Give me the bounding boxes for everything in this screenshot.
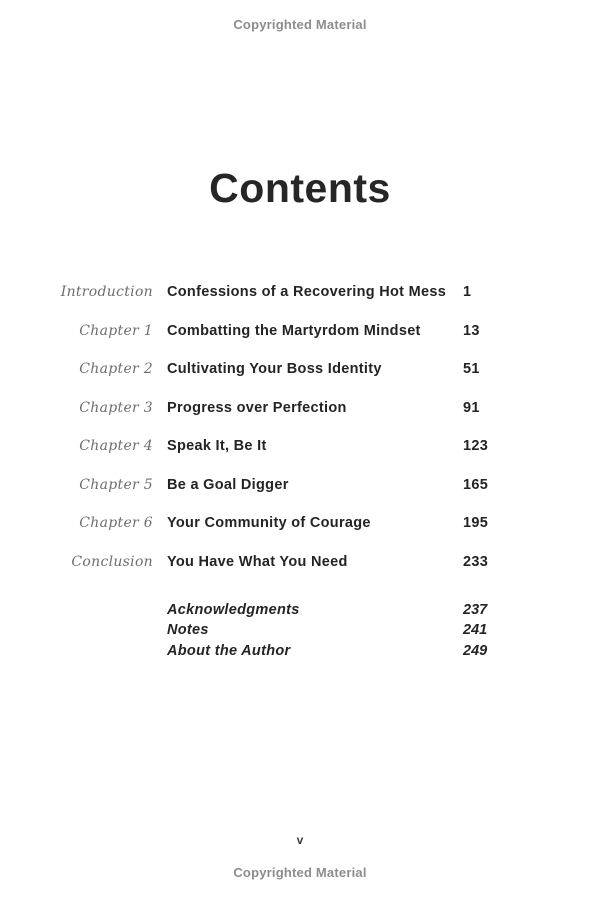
toc-entry xyxy=(0,504,600,543)
chapter-page-number: 123 xyxy=(463,438,489,455)
contents-page-title: Contents xyxy=(209,165,391,211)
back-matter-title: About the Author xyxy=(167,642,291,659)
chapter-page-number: 91 xyxy=(463,399,480,416)
chapter-title: Cultivating Your Boss Identity xyxy=(167,361,382,378)
back-matter-list xyxy=(0,600,600,661)
toc-entry xyxy=(0,350,600,389)
toc-entry xyxy=(0,543,600,582)
chapter-label: Chapter 6 xyxy=(79,515,153,532)
toc-entry xyxy=(0,312,600,351)
back-matter-title: Acknowledgments xyxy=(167,602,300,619)
chapter-label: Chapter 1 xyxy=(79,322,153,339)
chapter-page-number: 1 xyxy=(463,284,472,301)
back-matter-page-number: 249 xyxy=(463,642,488,659)
chapter-page-number: 195 xyxy=(463,515,489,532)
chapter-title: Combatting the Martyrdom Mindset xyxy=(167,322,421,339)
chapter-label: Chapter 5 xyxy=(79,476,153,493)
back-matter-entry xyxy=(0,641,600,661)
chapter-title: Confessions of a Recovering Hot Mess xyxy=(167,284,447,301)
copyright-notice-top: Copyrighted Material xyxy=(233,17,367,32)
toc-entry xyxy=(0,466,600,505)
chapter-title: You Have What You Need xyxy=(167,553,348,570)
chapter-page-number: 51 xyxy=(463,361,480,378)
chapter-title: Be a Goal Digger xyxy=(167,476,289,493)
chapter-label: Introduction xyxy=(60,284,153,301)
chapter-label: Chapter 4 xyxy=(79,438,153,455)
back-matter-title: Notes xyxy=(167,622,209,639)
chapter-label: Chapter 3 xyxy=(79,399,153,416)
chapter-page-number: 165 xyxy=(463,476,489,493)
back-matter-page-number: 241 xyxy=(463,622,488,639)
chapter-label: Chapter 2 xyxy=(79,361,153,378)
chapter-label: Conclusion xyxy=(71,553,153,570)
chapter-title: Your Community of Courage xyxy=(167,515,371,532)
toc-entry xyxy=(0,273,600,312)
chapter-page-number: 13 xyxy=(463,322,480,339)
back-matter-page-number: 237 xyxy=(463,602,488,619)
chapter-title: Speak It, Be It xyxy=(167,438,267,455)
copyright-notice-bottom: Copyrighted Material xyxy=(233,865,367,880)
toc-list xyxy=(0,273,600,581)
back-matter-entry xyxy=(0,620,600,640)
toc-entry xyxy=(0,389,600,428)
back-matter-entry xyxy=(0,600,600,620)
chapter-page-number: 233 xyxy=(463,553,489,570)
chapter-title: Progress over Perfection xyxy=(167,399,347,416)
page-folio: v xyxy=(296,833,304,847)
toc-entry xyxy=(0,427,600,466)
